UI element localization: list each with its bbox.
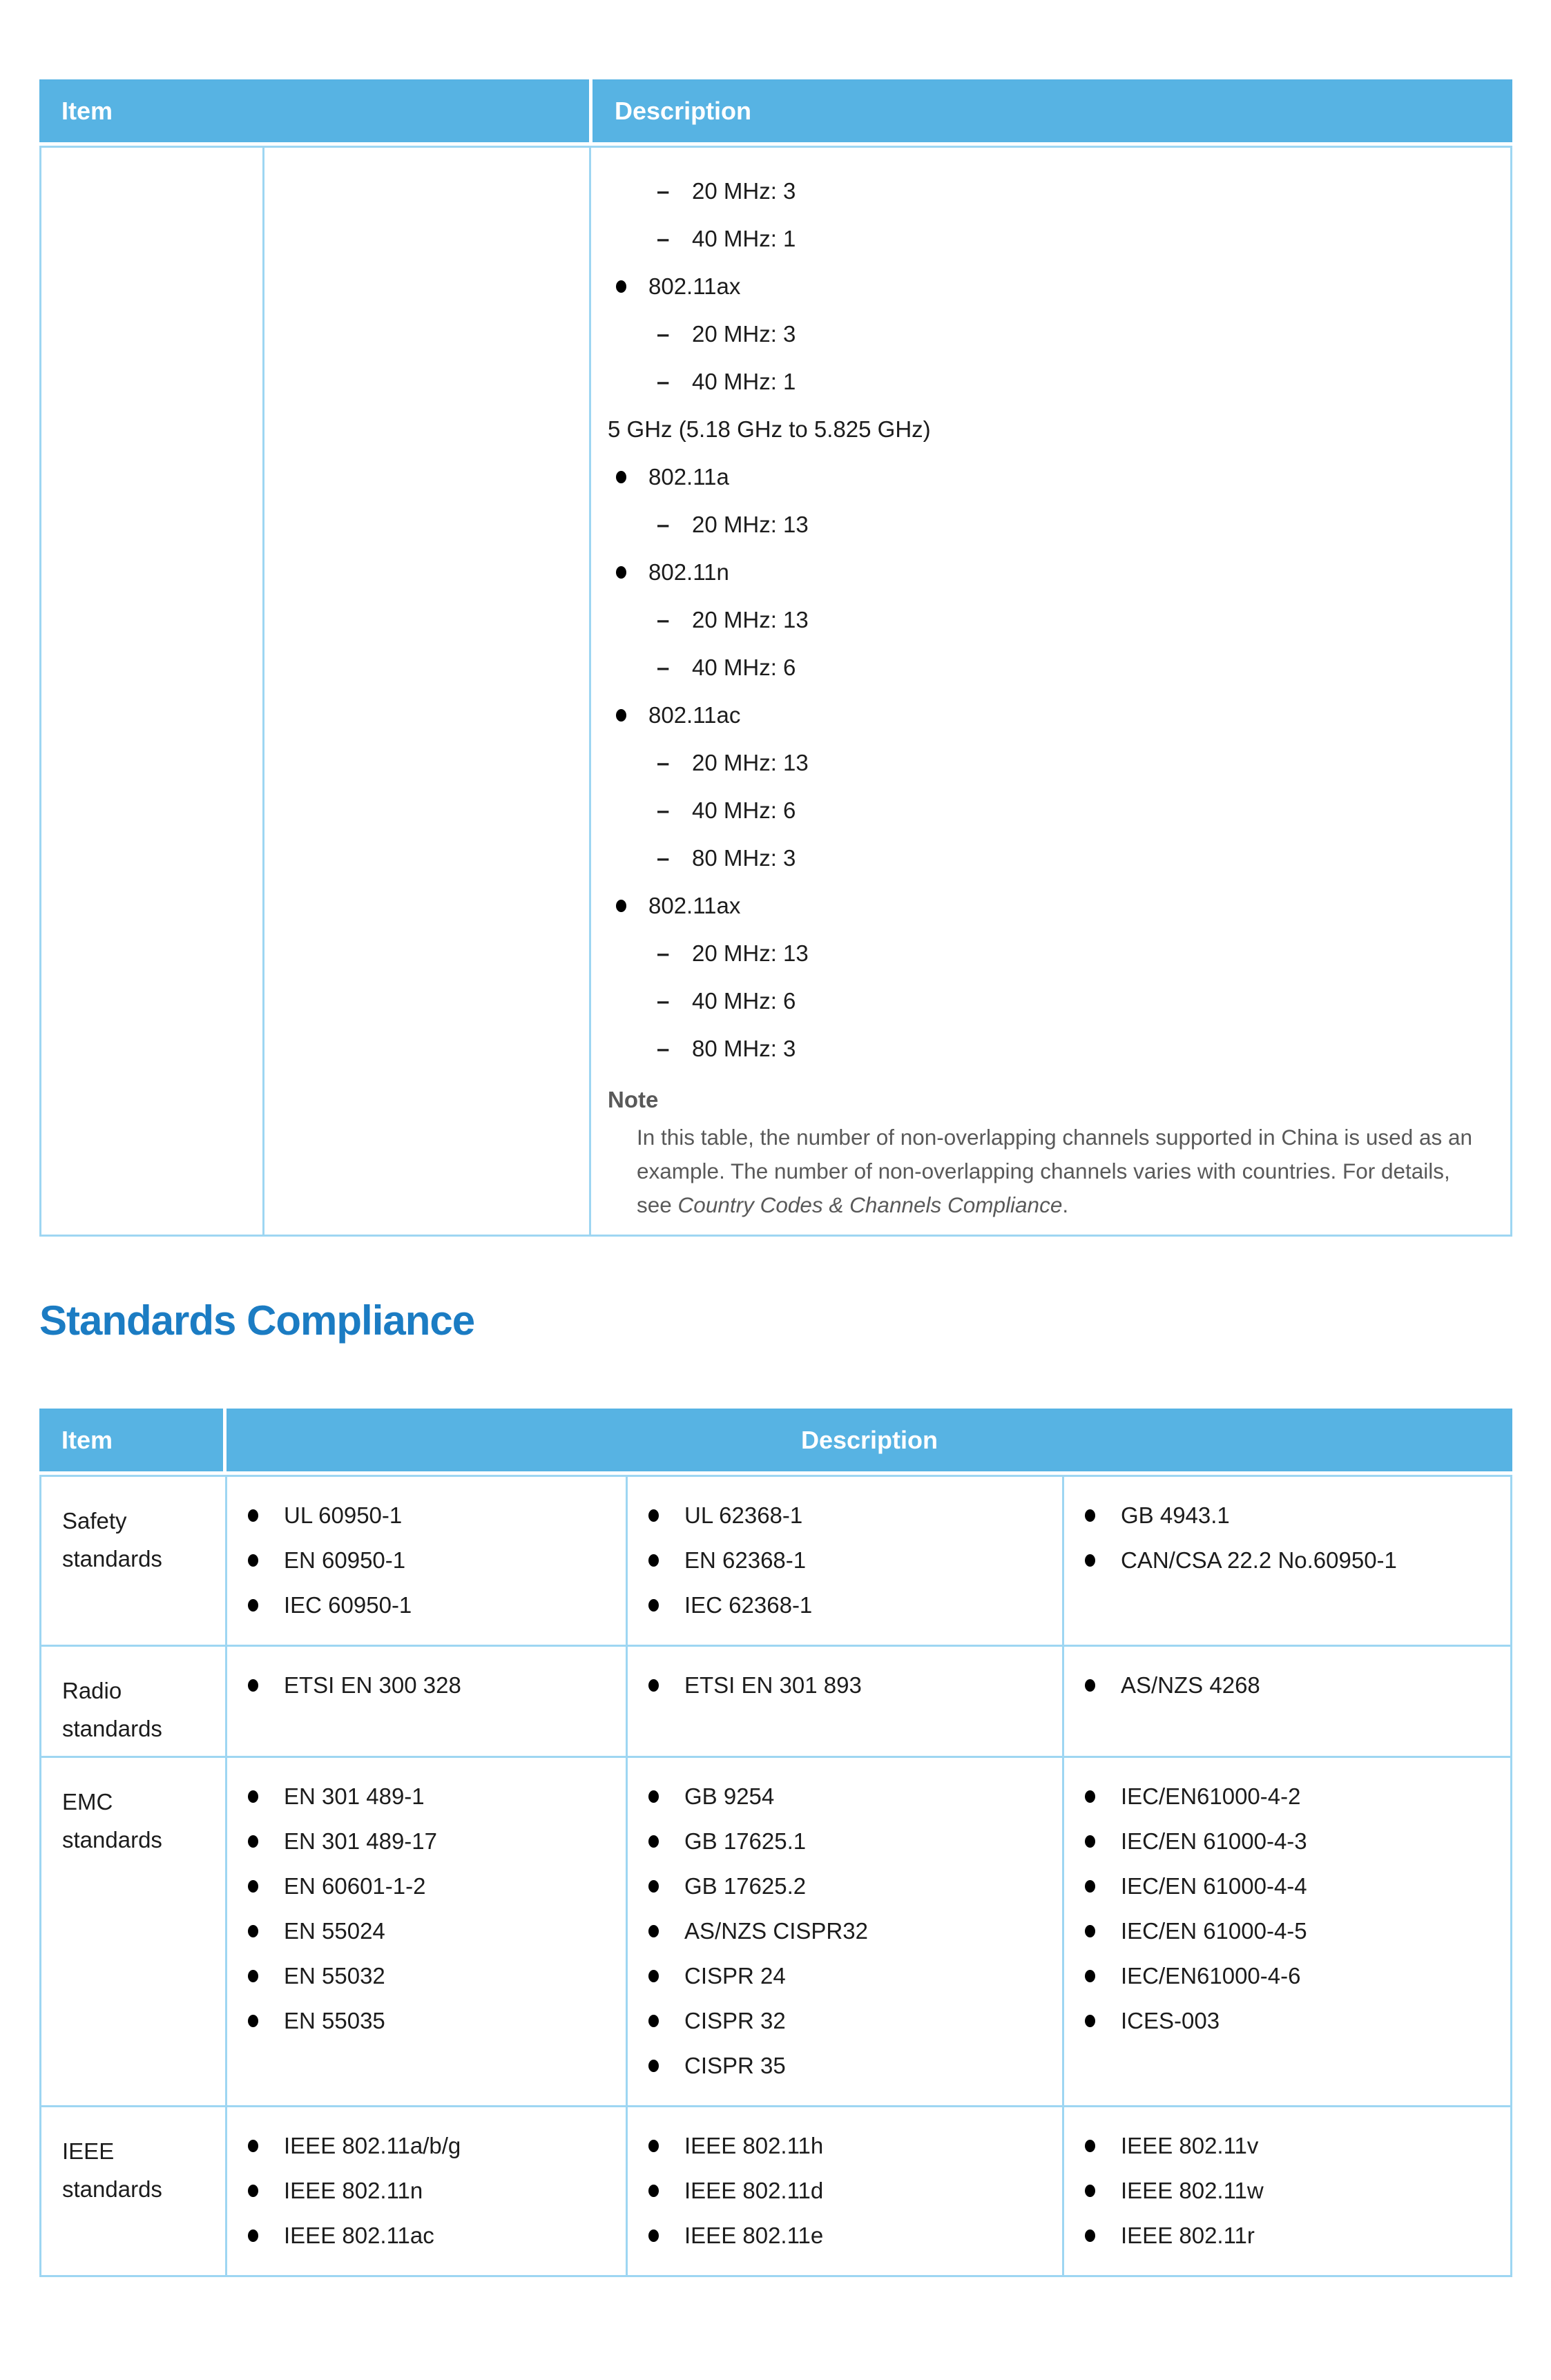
table-row	[41, 2105, 1510, 2275]
list-item-text: 802.11n	[648, 559, 729, 585]
list-item-bullet	[591, 453, 1483, 501]
channel-list	[591, 167, 1483, 1072]
standard-item	[1064, 1873, 1499, 1900]
table-row	[41, 1756, 1510, 2105]
bullet-icon	[248, 1880, 258, 1893]
bullet-icon	[1085, 2140, 1095, 2152]
standard-text: IEEE 802.11ac	[284, 2223, 434, 2248]
list-item-dash	[591, 977, 1483, 1025]
dash-icon: –	[657, 797, 670, 823]
standard-item	[1064, 1962, 1499, 1990]
standard-item	[628, 1547, 1051, 1574]
standard-item	[628, 1502, 1051, 1529]
row-description-column	[1062, 1477, 1510, 1645]
standard-text: EN 301 489-17	[284, 1828, 437, 1854]
bullet-icon	[616, 280, 626, 293]
standard-item	[1064, 1917, 1499, 1945]
standard-item	[1064, 2132, 1499, 2160]
row-description-column	[225, 2107, 626, 2275]
row-description-column	[626, 2107, 1062, 2275]
standard-item	[628, 2222, 1051, 2250]
note-text-before: In this table, the number of non-overlapping channels supported in China is used as an example. The number of non-overlapping channels varies with countries. For details, see	[637, 1125, 1473, 1217]
list-item-text: 20 MHz: 13	[692, 606, 809, 632]
row-description-column	[626, 1477, 1062, 1645]
list-item-dash	[591, 215, 1483, 262]
standard-text: CISPR 35	[684, 2053, 786, 2078]
standard-text: ETSI EN 301 893	[684, 1672, 862, 1698]
standard-item	[227, 2007, 615, 2035]
standard-item	[1064, 1547, 1499, 1574]
row-description-column	[1062, 2107, 1510, 2275]
standard-item	[628, 1917, 1051, 1945]
bullet-icon	[648, 2140, 659, 2152]
list-item-plain	[591, 405, 1483, 453]
bullet-icon	[248, 2140, 258, 2152]
row-description-column	[1062, 1647, 1510, 1756]
bullet-icon	[248, 1925, 258, 1937]
standard-item	[1064, 1783, 1499, 1810]
bullet-icon	[1085, 1790, 1095, 1803]
bullet-icon	[648, 2229, 659, 2242]
standard-item	[227, 1547, 615, 1574]
list-item-dash	[591, 739, 1483, 786]
list-item-dash	[591, 834, 1483, 882]
standard-item	[628, 1873, 1051, 1900]
page-title: Standards Compliance	[39, 1297, 475, 1344]
standard-text: IEEE 802.11h	[684, 2133, 824, 2158]
standard-item	[227, 1828, 615, 1855]
row-item-label: Radio standards	[62, 1678, 162, 1741]
note-text	[637, 1121, 1483, 1222]
bullet-icon	[1085, 2015, 1095, 2027]
list-item-text: 20 MHz: 13	[692, 749, 809, 775]
row-description-column	[626, 1647, 1062, 1756]
standard-text: UL 60950-1	[284, 1502, 403, 1528]
bullet-icon	[648, 1599, 659, 1612]
bullet-icon	[648, 2015, 659, 2027]
standard-item	[227, 1962, 615, 1990]
standards-table-body	[39, 1475, 1512, 2277]
bullet-icon	[248, 2015, 258, 2027]
dash-icon: –	[657, 940, 670, 966]
list-item-dash	[591, 501, 1483, 548]
standard-text: EN 60601-1-2	[284, 1873, 426, 1899]
row-item-label: Safety standards	[62, 1508, 162, 1571]
standards-table	[39, 1409, 1512, 2277]
standard-item	[628, 2132, 1051, 2160]
column-header-item: Item	[39, 79, 589, 142]
bullet-icon	[248, 1599, 258, 1612]
list-item-text: 40 MHz: 1	[692, 225, 796, 251]
list-item-text: 20 MHz: 13	[692, 511, 809, 537]
note-text-italic: Country Codes & Channels Compliance	[677, 1192, 1063, 1217]
row-item-label: IEEE standards	[62, 2138, 162, 2202]
list-item-dash	[591, 310, 1483, 358]
standard-text: GB 4943.1	[1121, 1502, 1230, 1528]
list-item-text: 20 MHz: 3	[692, 177, 796, 204]
list-item-bullet	[591, 548, 1483, 596]
standard-item	[1064, 2007, 1499, 2035]
bullet-icon	[248, 2229, 258, 2242]
standard-item	[628, 2007, 1051, 2035]
standard-item	[227, 2132, 615, 2160]
row-description-column	[225, 1758, 626, 2105]
standard-item	[227, 1502, 615, 1529]
bullet-icon	[648, 1679, 659, 1692]
standard-text: GB 17625.2	[684, 1873, 807, 1899]
standard-text: AS/NZS 4268	[1121, 1672, 1260, 1698]
bullet-icon	[648, 1835, 659, 1848]
row-description-column	[626, 1758, 1062, 2105]
bullet-icon	[648, 2060, 659, 2072]
standard-text: CISPR 32	[684, 2008, 786, 2033]
bullet-icon	[648, 1880, 659, 1893]
standard-text: GB 17625.1	[684, 1828, 807, 1854]
column-header-description: Description	[227, 1409, 1512, 1471]
standard-text: AS/NZS CISPR32	[684, 1918, 868, 1944]
bullet-icon	[248, 1970, 258, 1982]
list-item-dash	[591, 358, 1483, 405]
item-cell-empty	[41, 148, 264, 1235]
list-item-text: 20 MHz: 3	[692, 320, 796, 347]
dash-icon: –	[657, 1035, 670, 1061]
standard-text: IEEE 802.11a/b/g	[284, 2133, 461, 2158]
dash-icon: –	[657, 654, 670, 680]
list-item-text: 5 GHz (5.18 GHz to 5.825 GHz)	[608, 416, 931, 442]
standard-item	[227, 2177, 615, 2205]
list-item-text: 802.11ax	[648, 273, 741, 299]
bullet-icon	[1085, 2229, 1095, 2242]
list-item-text: 40 MHz: 6	[692, 797, 796, 823]
bullet-icon	[248, 1679, 258, 1692]
dash-icon: –	[657, 749, 670, 775]
dash-icon: –	[657, 511, 670, 537]
standard-text: EN 301 489-1	[284, 1783, 425, 1809]
list-item-text: 40 MHz: 6	[692, 654, 796, 680]
standard-text: IEEE 802.11w	[1121, 2178, 1264, 2203]
standard-item	[628, 1672, 1051, 1699]
note-title: Note	[608, 1087, 659, 1112]
list-item-dash	[591, 1025, 1483, 1072]
table-row	[41, 1645, 1510, 1756]
standard-text: EN 55035	[284, 2008, 385, 2033]
bullet-icon	[248, 2185, 258, 2197]
bullet-icon	[616, 566, 626, 579]
standard-item	[1064, 1828, 1499, 1855]
standard-item	[227, 1591, 615, 1619]
standard-item	[1064, 1502, 1499, 1529]
column-header-description: Description	[593, 79, 1512, 142]
dash-icon: –	[657, 987, 670, 1014]
bullet-icon	[648, 1970, 659, 1982]
note-text-after: .	[1062, 1192, 1069, 1217]
standard-item	[628, 2052, 1051, 2080]
standard-item	[227, 1783, 615, 1810]
list-item-text: 802.11ac	[648, 702, 741, 728]
standard-text: IEC 62368-1	[684, 1592, 813, 1618]
standard-text: IEC/EN61000-4-2	[1121, 1783, 1301, 1809]
column-header-item: Item	[39, 1409, 223, 1471]
standard-text: EN 55032	[284, 1963, 385, 1989]
list-item-text: 80 MHz: 3	[692, 844, 796, 871]
standard-text: EN 60950-1	[284, 1547, 406, 1573]
standard-item	[628, 2177, 1051, 2205]
list-item-text: 802.11ax	[648, 892, 741, 918]
list-item-dash	[591, 644, 1483, 691]
bullet-icon	[1085, 1509, 1095, 1522]
standard-item	[628, 1783, 1051, 1810]
standard-item	[1064, 1672, 1499, 1699]
standard-item	[227, 1672, 615, 1699]
bullet-icon	[1085, 1880, 1095, 1893]
dash-icon: –	[657, 177, 670, 204]
standard-item	[227, 1873, 615, 1900]
bullet-icon	[648, 1509, 659, 1522]
bullet-icon	[616, 900, 626, 912]
bullet-icon	[648, 2185, 659, 2197]
list-item-text: 20 MHz: 13	[692, 940, 809, 966]
bullet-icon	[648, 1925, 659, 1937]
standard-item	[227, 2222, 615, 2250]
bullet-icon	[1085, 1679, 1095, 1692]
bullet-icon	[248, 1790, 258, 1803]
standard-item	[628, 1962, 1051, 1990]
standard-text: GB 9254	[684, 1783, 775, 1809]
standard-text: EN 55024	[284, 1918, 385, 1944]
bullet-icon	[248, 1509, 258, 1522]
standard-item	[1064, 2177, 1499, 2205]
standard-text: IEEE 802.11r	[1121, 2223, 1255, 2248]
list-item-bullet	[591, 262, 1483, 310]
standard-text: IEEE 802.11v	[1121, 2133, 1259, 2158]
bullet-icon	[648, 1790, 659, 1803]
dash-icon: –	[657, 225, 670, 251]
bullet-icon	[248, 1554, 258, 1567]
bullet-icon	[648, 1554, 659, 1567]
bullet-icon	[1085, 1835, 1095, 1848]
row-description-column	[1062, 1758, 1510, 2105]
standard-item	[1064, 2222, 1499, 2250]
table-row	[41, 1477, 1510, 1645]
bullet-icon	[616, 471, 626, 483]
dash-icon: –	[657, 606, 670, 632]
standard-text: IEEE 802.11n	[284, 2178, 423, 2203]
list-item-dash	[591, 167, 1483, 215]
bullet-icon	[1085, 1554, 1095, 1567]
list-item-text: 40 MHz: 1	[692, 368, 796, 394]
list-item-dash	[591, 596, 1483, 644]
standard-text: CAN/CSA 22.2 No.60950-1	[1121, 1547, 1397, 1573]
dash-icon: –	[657, 844, 670, 871]
standard-text: UL 62368-1	[684, 1502, 803, 1528]
channels-table-body	[39, 146, 1512, 1237]
list-item-text: 80 MHz: 3	[692, 1035, 796, 1061]
row-description-column	[225, 1647, 626, 1756]
list-item-dash	[591, 929, 1483, 977]
description-cell	[591, 148, 1510, 1235]
standard-text: ETSI EN 300 328	[284, 1672, 461, 1698]
dash-icon: –	[657, 320, 670, 347]
bullet-icon	[1085, 1970, 1095, 1982]
channels-table	[39, 79, 1512, 1237]
bullet-icon	[616, 709, 626, 722]
subitem-cell-empty	[264, 148, 591, 1235]
standard-item	[227, 1917, 615, 1945]
standard-item	[628, 1828, 1051, 1855]
bullet-icon	[248, 1835, 258, 1848]
list-item-text: 40 MHz: 6	[692, 987, 796, 1014]
standard-text: IEC/EN 61000-4-5	[1121, 1918, 1307, 1944]
channels-table-header	[39, 79, 1512, 142]
standard-text: IEEE 802.11d	[684, 2178, 824, 2203]
list-item-bullet	[591, 882, 1483, 929]
list-item-bullet	[591, 691, 1483, 739]
standard-text: IEC 60950-1	[284, 1592, 412, 1618]
bullet-icon	[1085, 1925, 1095, 1937]
list-item-dash	[591, 786, 1483, 834]
standard-text: CISPR 24	[684, 1963, 786, 1989]
standard-item	[628, 1591, 1051, 1619]
standard-text: IEEE 802.11e	[684, 2223, 824, 2248]
standard-text: IEC/EN 61000-4-4	[1121, 1873, 1307, 1899]
bullet-icon	[1085, 2185, 1095, 2197]
standard-text: EN 62368-1	[684, 1547, 807, 1573]
standards-table-header	[39, 1409, 1512, 1471]
list-item-text: 802.11a	[648, 463, 729, 490]
row-description-column	[225, 1477, 626, 1645]
row-item-label: EMC standards	[62, 1789, 162, 1852]
standard-text: IEC/EN 61000-4-3	[1121, 1828, 1307, 1854]
standard-text: ICES-003	[1121, 2008, 1220, 2033]
dash-icon: –	[657, 368, 670, 394]
standard-text: IEC/EN61000-4-6	[1121, 1963, 1301, 1989]
